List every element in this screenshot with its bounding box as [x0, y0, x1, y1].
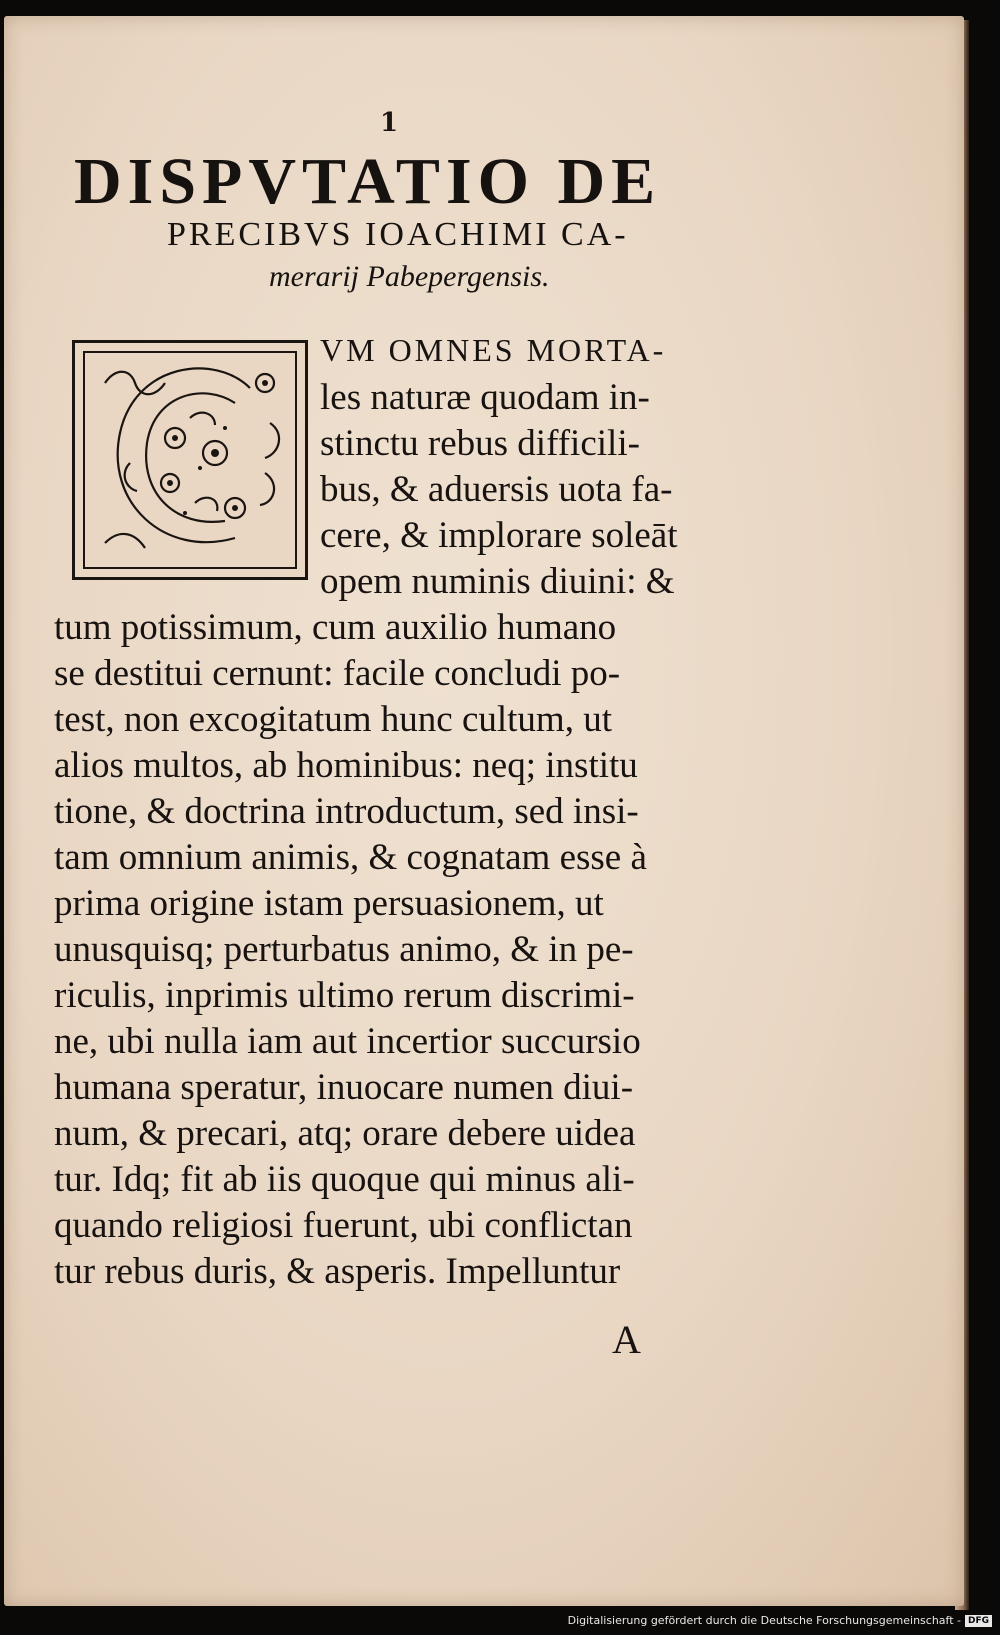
catchword: A	[612, 1317, 641, 1362]
body-line: cere, & implorare soleāt	[320, 515, 678, 556]
page-title: DISPVTATIO DE	[74, 145, 662, 218]
body-line: unusquisq; perturbatus animo, & in pe-	[54, 929, 634, 970]
body-line: stinctu rebus difficili-	[320, 423, 640, 464]
body-line: quando religiosi fuerunt, ubi conflictan	[54, 1205, 633, 1246]
body-line: les naturæ quodam in-	[320, 377, 650, 418]
body-line: humana speratur, inuocare numen diui-	[54, 1067, 634, 1108]
decorated-initial	[72, 340, 308, 580]
body-line: tur. Idq; fit ab iis quoque qui minus ali-	[54, 1159, 635, 1200]
body-line: VM OMNES MORTA-	[320, 332, 667, 368]
body-line: opem numinis diuini: &	[320, 561, 675, 602]
dfg-logo-icon: DFG	[965, 1615, 992, 1627]
body-line: bus, & aduersis uota fa-	[320, 469, 673, 510]
footer-text: Digitalisierung gefördert durch die Deutsche Forschungsgemeinschaft -	[567, 1614, 961, 1627]
body-line: riculis, inprimis ultimo rerum discrimi-	[54, 975, 635, 1016]
body-line: test, non excogitatum hunc cultum, ut	[54, 699, 612, 740]
body-line: tione, & doctrina introductum, sed insi-	[54, 791, 639, 832]
body-line: se destitui cernunt: facile concludi po-	[54, 653, 621, 694]
body-line: tam omnium animis, & cognatam esse à	[54, 837, 647, 878]
body-line: tum potissimum, cum auxilio humano	[54, 607, 617, 648]
book-page	[4, 16, 964, 1606]
signature-mark: 1	[380, 108, 399, 138]
subtitle-line-2: merarij Pabepergensis.	[269, 260, 550, 293]
body-line: alios multos, ab hominibus: neq; institu	[54, 745, 638, 786]
subtitle-line-1: PRECIBVS IOACHIMI CA-	[167, 216, 629, 253]
body-line: ne, ubi nulla iam aut incertior succursio	[54, 1021, 641, 1062]
body-line: prima origine istam persuasionem, ut	[54, 883, 604, 924]
body-line: tur rebus duris, & asperis. Impelluntur	[54, 1251, 621, 1292]
body-line: num, & precari, atq; orare debere uidea	[54, 1113, 636, 1154]
decorated-initial-c-icon	[75, 343, 305, 577]
footer-credit	[568, 1614, 992, 1627]
